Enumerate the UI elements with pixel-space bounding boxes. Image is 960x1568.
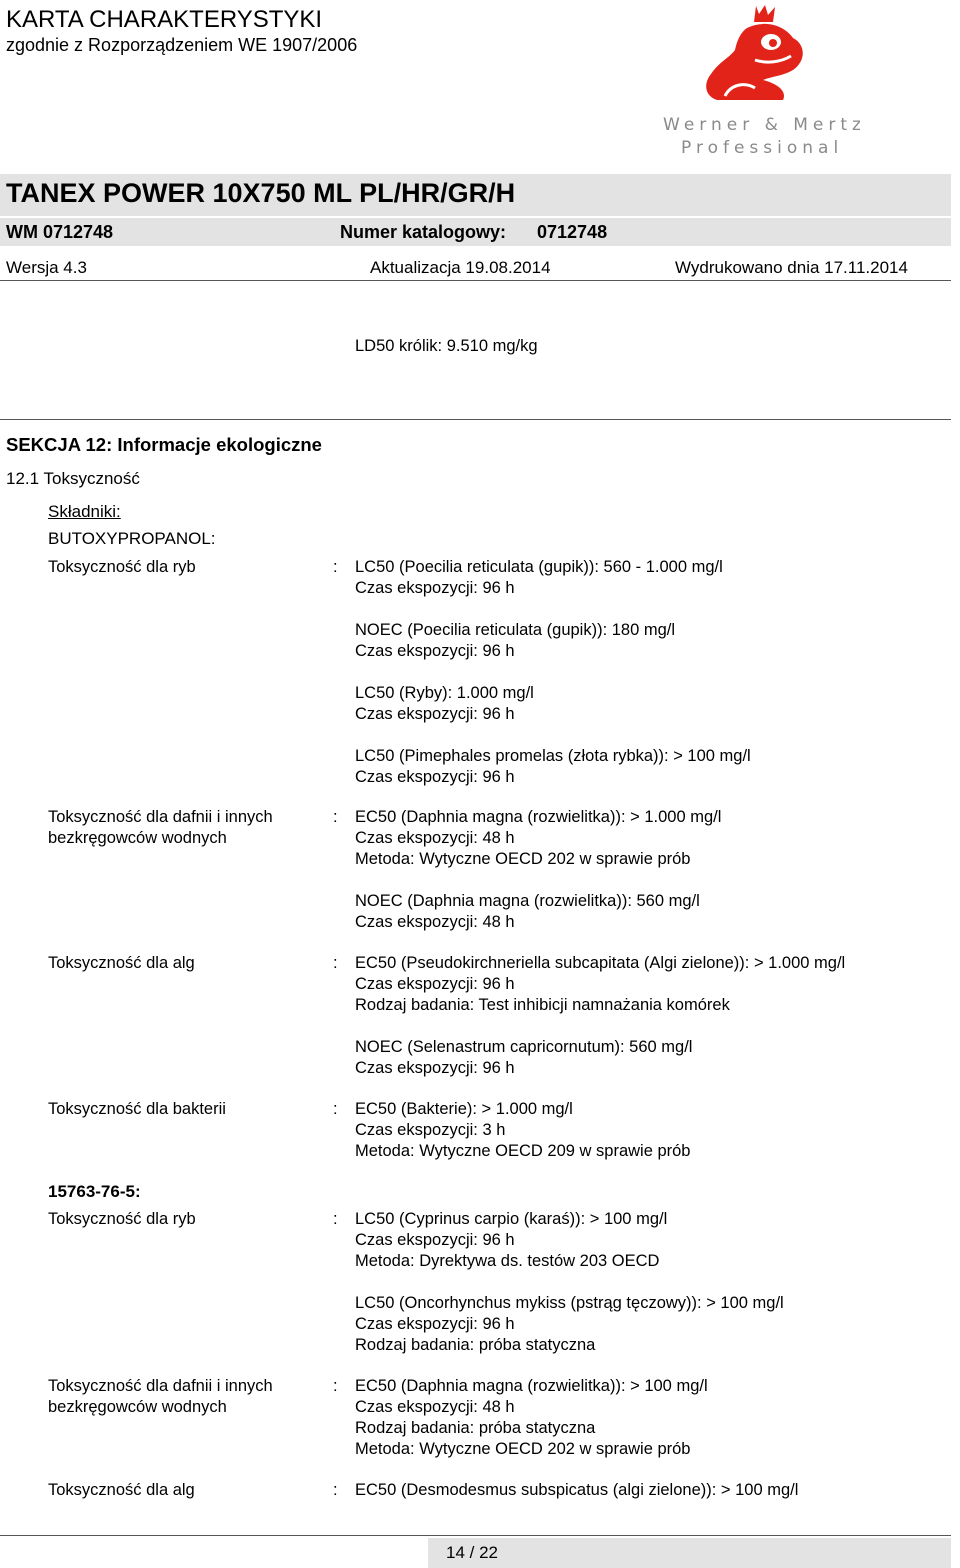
value-line: Czas ekspozycji: 96 h [355,768,515,786]
value-line: Rodzaj badania: próba statyczna [355,1336,596,1354]
value-line: Czas ekspozycji: 96 h [355,705,515,723]
page-number: 14 / 22 [446,1543,498,1562]
row-colon: : [333,1377,338,1395]
row-colon: : [333,1100,338,1118]
section-divider [0,419,951,420]
value-line: Metoda: Wytyczne OECD 202 w sprawie prób [355,1440,691,1458]
section-title: SEKCJA 12: Informacje ekologiczne [6,434,322,455]
row-label: Toksyczność dla ryb [48,558,196,576]
value-line: Rodzaj badania: Test inhibicji namnażania komórek [355,996,730,1014]
row-values [355,1099,915,1162]
value-line: LC50 (Pimephales promelas (złota rybka)): > 100 mg/l [355,747,751,765]
row-values [355,807,915,933]
value-line: Czas ekspozycji: 96 h [355,579,515,597]
value-line: Metoda: Wytyczne OECD 209 w sprawie prób [355,1142,691,1160]
row-values [355,557,915,788]
ld50-carryover: LD50 królik: 9.510 mg/kg [355,337,538,355]
regulation-subtitle: zgodnie z Rozporządzeniem WE 1907/2006 [6,35,358,55]
value-line: Czas ekspozycji: 48 h [355,829,515,847]
value-line: Czas ekspozycji: 48 h [355,1398,515,1416]
row-label: Toksyczność dla alg [48,954,195,972]
footer-band [428,1538,951,1568]
catalog-label: Numer katalogowy: [340,222,507,242]
value-line: Czas ekspozycji: 96 h [355,1059,515,1077]
update-date: Aktualizacja 19.08.2014 [370,258,551,277]
value-line: Rodzaj badania: próba statyczna [355,1419,596,1437]
frog-logo-icon [655,0,860,160]
value-line: EC50 (Desmodesmus subspicatus (algi zielone)): > 100 mg/l [355,1481,799,1499]
row-colon: : [333,808,338,826]
value-line: LC50 (Poecilia reticulata (gupik)): 560 - 1.000 mg/l [355,558,723,576]
header-divider [0,280,951,281]
value-line: Metoda: Dyrektywa ds. testów 203 OECD [355,1252,660,1270]
value-gap [355,1016,915,1037]
row-values [355,953,915,1079]
component-name: BUTOXYPROPANOL: [48,529,216,548]
value-line: EC50 (Bakterie): > 1.000 mg/l [355,1100,573,1118]
subsection-title: 12.1 Toksyczność [6,469,140,488]
value-gap [355,662,915,683]
value-line: NOEC (Daphnia magna (rozwielitka)): 560 mg/l [355,892,700,910]
product-name: TANEX POWER 10X750 ML PL/HR/GR/H [6,178,516,208]
row-values [355,1480,915,1501]
value-line: Czas ekspozycji: 96 h [355,1231,515,1249]
value-gap [355,870,915,891]
component-cas: 15763-76-5: [48,1182,141,1201]
value-line: Czas ekspozycji: 48 h [355,913,515,931]
footer-divider [0,1535,951,1536]
print-date: Wydrukowano dnia 17.11.2014 [675,258,908,277]
catalog-number: 0712748 [537,222,608,242]
value-gap [355,725,915,746]
row-colon: : [333,954,338,972]
werner-mertz-logo [655,0,860,160]
row-label: Toksyczność dla ryb [48,1210,196,1228]
value-line: Czas ekspozycji: 96 h [355,1315,515,1333]
row-values [355,1376,915,1460]
value-gap [355,1272,915,1293]
value-line: LC50 (Ryby): 1.000 mg/l [355,684,534,702]
value-line: EC50 (Daphnia magna (rozwielitka)): > 1.000 mg/l [355,808,722,826]
version: Wersja 4.3 [6,258,87,277]
value-line: Czas ekspozycji: 3 h [355,1121,506,1139]
row-colon: : [333,558,338,576]
value-line: NOEC (Poecilia reticulata (gupik)): 180 mg/l [355,621,676,639]
row-label: Toksyczność dla alg [48,1481,195,1499]
value-line: NOEC (Selenastrum capricornutum): 560 mg/l [355,1038,693,1056]
document-title: KARTA CHARAKTERYSTYKI [6,6,323,33]
value-gap [355,599,915,620]
brand-line2: Professional [681,138,844,158]
brand-line1: Werner & Mertz [663,115,860,135]
row-values [355,1209,915,1356]
row-colon: : [333,1210,338,1228]
value-line: LC50 (Oncorhynchus mykiss (pstrąg tęczowy)): > 100 mg/l [355,1294,784,1312]
row-label: Toksyczność dla dafnii i innych bezkręgowców wodnych [48,808,273,847]
row-colon: : [333,1481,338,1499]
wm-number: WM 0712748 [6,222,114,242]
row-label: Toksyczność dla bakterii [48,1100,226,1118]
value-line: Metoda: Wytyczne OECD 202 w sprawie prób [355,850,691,868]
components-label: Składniki: [48,502,121,521]
value-line: Czas ekspozycji: 96 h [355,975,515,993]
value-line: Czas ekspozycji: 96 h [355,642,515,660]
value-line: EC50 (Daphnia magna (rozwielitka)): > 100 mg/l [355,1377,708,1395]
row-label: Toksyczność dla dafnii i innych bezkręgowców wodnych [48,1377,273,1416]
value-line: EC50 (Pseudokirchneriella subcapitata (Algi zielone)): > 1.000 mg/l [355,954,846,972]
value-line: LC50 (Cyprinus carpio (karaś)): > 100 mg/l [355,1210,668,1228]
